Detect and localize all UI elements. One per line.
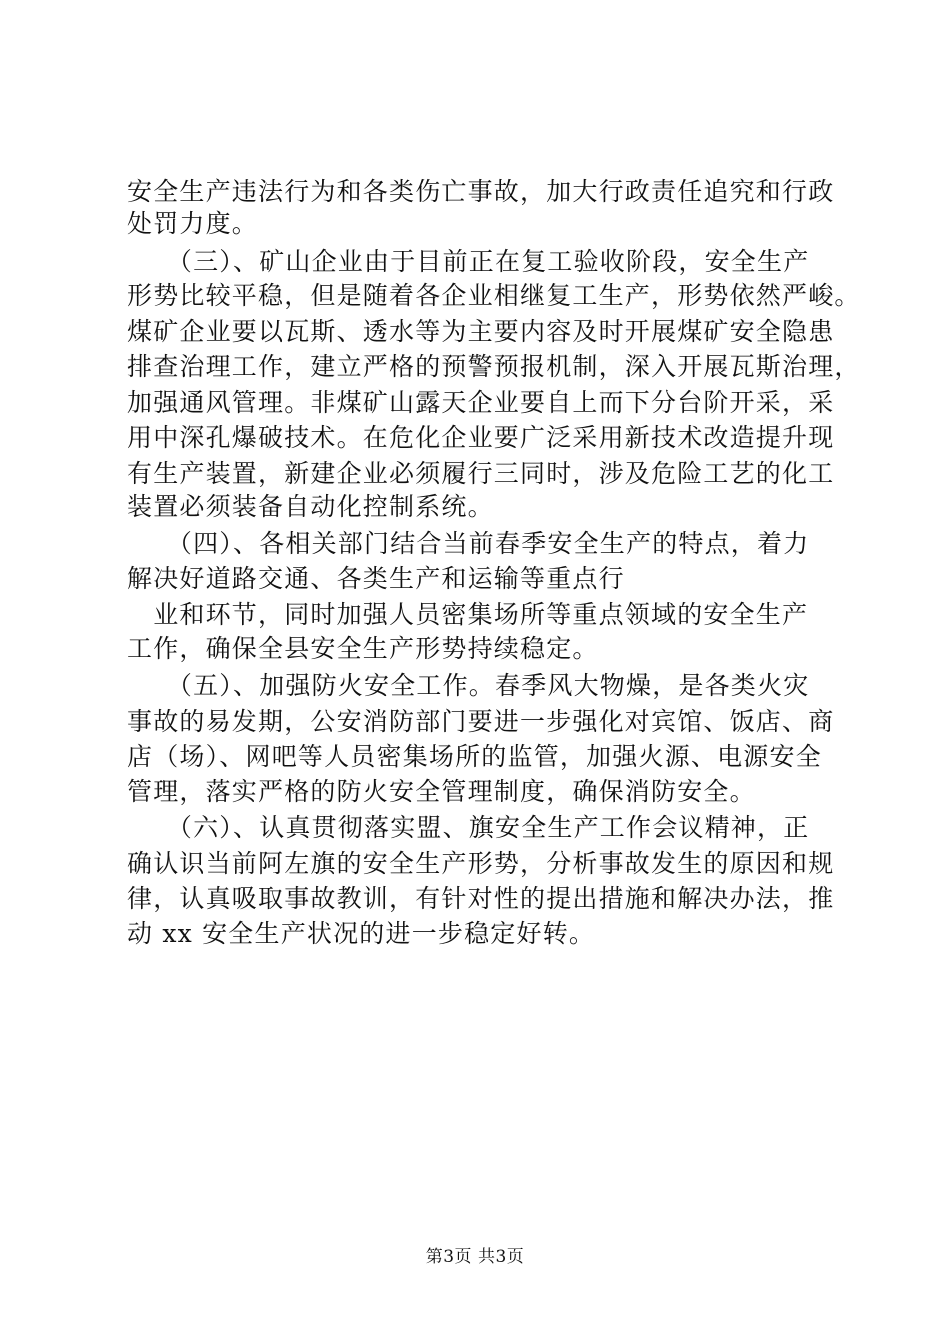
text-line: 动 xx 安全生产状况的进一步稳定好转。 <box>127 919 596 948</box>
text-line: 装置必须装备自动化控制系统。 <box>127 492 494 521</box>
text-line: 安全生产违法行为和各类伤亡事故，加大行政责任追究和行政 <box>127 177 835 206</box>
text-line: 有生产装置，新建企业必须履行三同时，涉及危险工艺的化工 <box>127 459 835 488</box>
text-line: 解决好道路交通、各类生产和运输等重点行 <box>127 564 625 593</box>
text-line: 处罚力度。 <box>127 209 259 238</box>
text-line: （六）、认真贯彻落实盟、旗安全生产工作会议精神，正 <box>127 813 810 842</box>
text-line: 工作，确保全县安全生产形势持续稳定。 <box>127 634 599 663</box>
text-line: 业和环节，同时加强人员密集场所等重点领域的安全生产 <box>127 600 809 629</box>
text-line: 确认识当前阿左旗的安全生产形势，分析事故发生的原因和规 <box>127 849 835 878</box>
text-line: 煤矿企业要以瓦斯、透水等为主要内容及时开展煤矿安全隐患 <box>127 317 835 346</box>
text-line: 事故的易发期，公安消防部门要进一步强化对宾馆、饭店、商 <box>127 707 835 736</box>
page-number-footer: 第3页 共3页 <box>425 1247 525 1267</box>
text-line: （三）、矿山企业由于目前正在复工验收阶段，安全生产 <box>127 247 810 276</box>
text-line: （四）、各相关部门结合当前春季安全生产的特点，着力 <box>127 529 810 558</box>
text-line: 用中深孔爆破技术。在危化企业要广泛采用新技术改造提升现 <box>127 423 835 452</box>
text-line: （五）、加强防火安全工作。春季风大物燥，是各类火灾 <box>127 671 810 700</box>
text-line: 律，认真吸取事故教训，有针对性的提出措施和解决办法，推 <box>127 884 835 913</box>
text-line: 管理，落实严格的防火安全管理制度，确保消防安全。 <box>127 777 756 806</box>
text-line: 形势比较平稳，但是随着各企业相继复工生产，形势依然严峻。 <box>127 281 861 310</box>
text-line: 加强通风管理。非煤矿山露天企业要自上而下分台阶开采，采 <box>127 388 835 417</box>
text-line: 店（场）、网吧等人员密集场所的监管，加强火源、电源安全 <box>127 742 822 771</box>
text-line: 排查治理工作，建立严格的预警预报机制，深入开展瓦斯治理， <box>127 352 861 381</box>
